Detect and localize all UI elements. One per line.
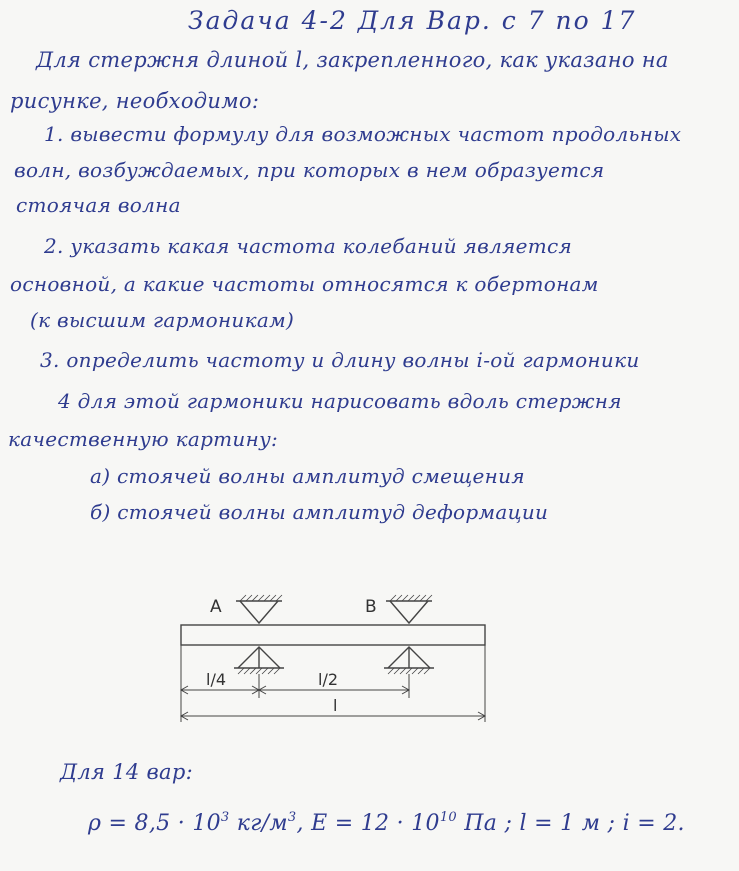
item-2-line-2: основной, а какие частоты относятся к обертонам bbox=[10, 272, 599, 296]
intro-line-1: Для стержня длиной l, закрепленного, как указано на bbox=[36, 48, 669, 72]
param-e-unit: Па ; l = 1 м ; i = 2. bbox=[456, 811, 685, 836]
item-1-line-1: 1. вывести формулу для возможных частот продольных bbox=[44, 122, 682, 146]
item-4-a: а) стоячей волны амплитуд смещения bbox=[90, 464, 525, 488]
item-2-line-3: (к высшим гармоникам) bbox=[30, 308, 295, 332]
support-a-label: A bbox=[210, 597, 222, 617]
param-rho: ρ = 8,5 · 10 bbox=[88, 811, 221, 836]
param-rho-exp: 3 bbox=[220, 810, 230, 825]
item-2-line-1: 2. указать какая частота колебаний является bbox=[44, 234, 573, 258]
rod bbox=[181, 625, 485, 645]
dim-quarter-label: l/4 bbox=[206, 670, 227, 689]
param-rho-unit-exp: 3 bbox=[287, 810, 297, 825]
intro-line-2: рисунке, необходимо: bbox=[10, 89, 260, 113]
task-title: Задача 4-2 Для Вар. с 7 по 17 bbox=[188, 6, 637, 35]
item-1-line-3: стоячая волна bbox=[16, 193, 181, 217]
parameters-line bbox=[88, 810, 685, 836]
variant-label: Для 14 вар: bbox=[60, 760, 193, 784]
param-e: , E = 12 · 10 bbox=[296, 811, 440, 836]
item-4-line-1: 4 для этой гармоники нарисовать вдоль стержня bbox=[58, 389, 622, 413]
param-rho-unit: кг/м bbox=[229, 811, 288, 836]
support-b-label: B bbox=[365, 597, 377, 617]
item-4-line-2: качественную картину: bbox=[8, 427, 279, 451]
item-3-line-1: 3. определить частоту и длину волны i-ой гармоники bbox=[40, 348, 640, 372]
support-b-bottom bbox=[384, 647, 434, 674]
param-e-exp: 10 bbox=[439, 810, 457, 825]
dim-total-label: l bbox=[333, 696, 338, 715]
item-4-b: б) стоячей волны амплитуд деформации bbox=[90, 500, 549, 524]
item-1-line-2: волн, возбуждаемых, при которых в нем образуется bbox=[14, 158, 605, 182]
support-b-top bbox=[386, 595, 432, 623]
support-a-top bbox=[236, 595, 282, 623]
support-a-bottom bbox=[234, 647, 284, 674]
dim-half-label: l/2 bbox=[318, 670, 339, 689]
